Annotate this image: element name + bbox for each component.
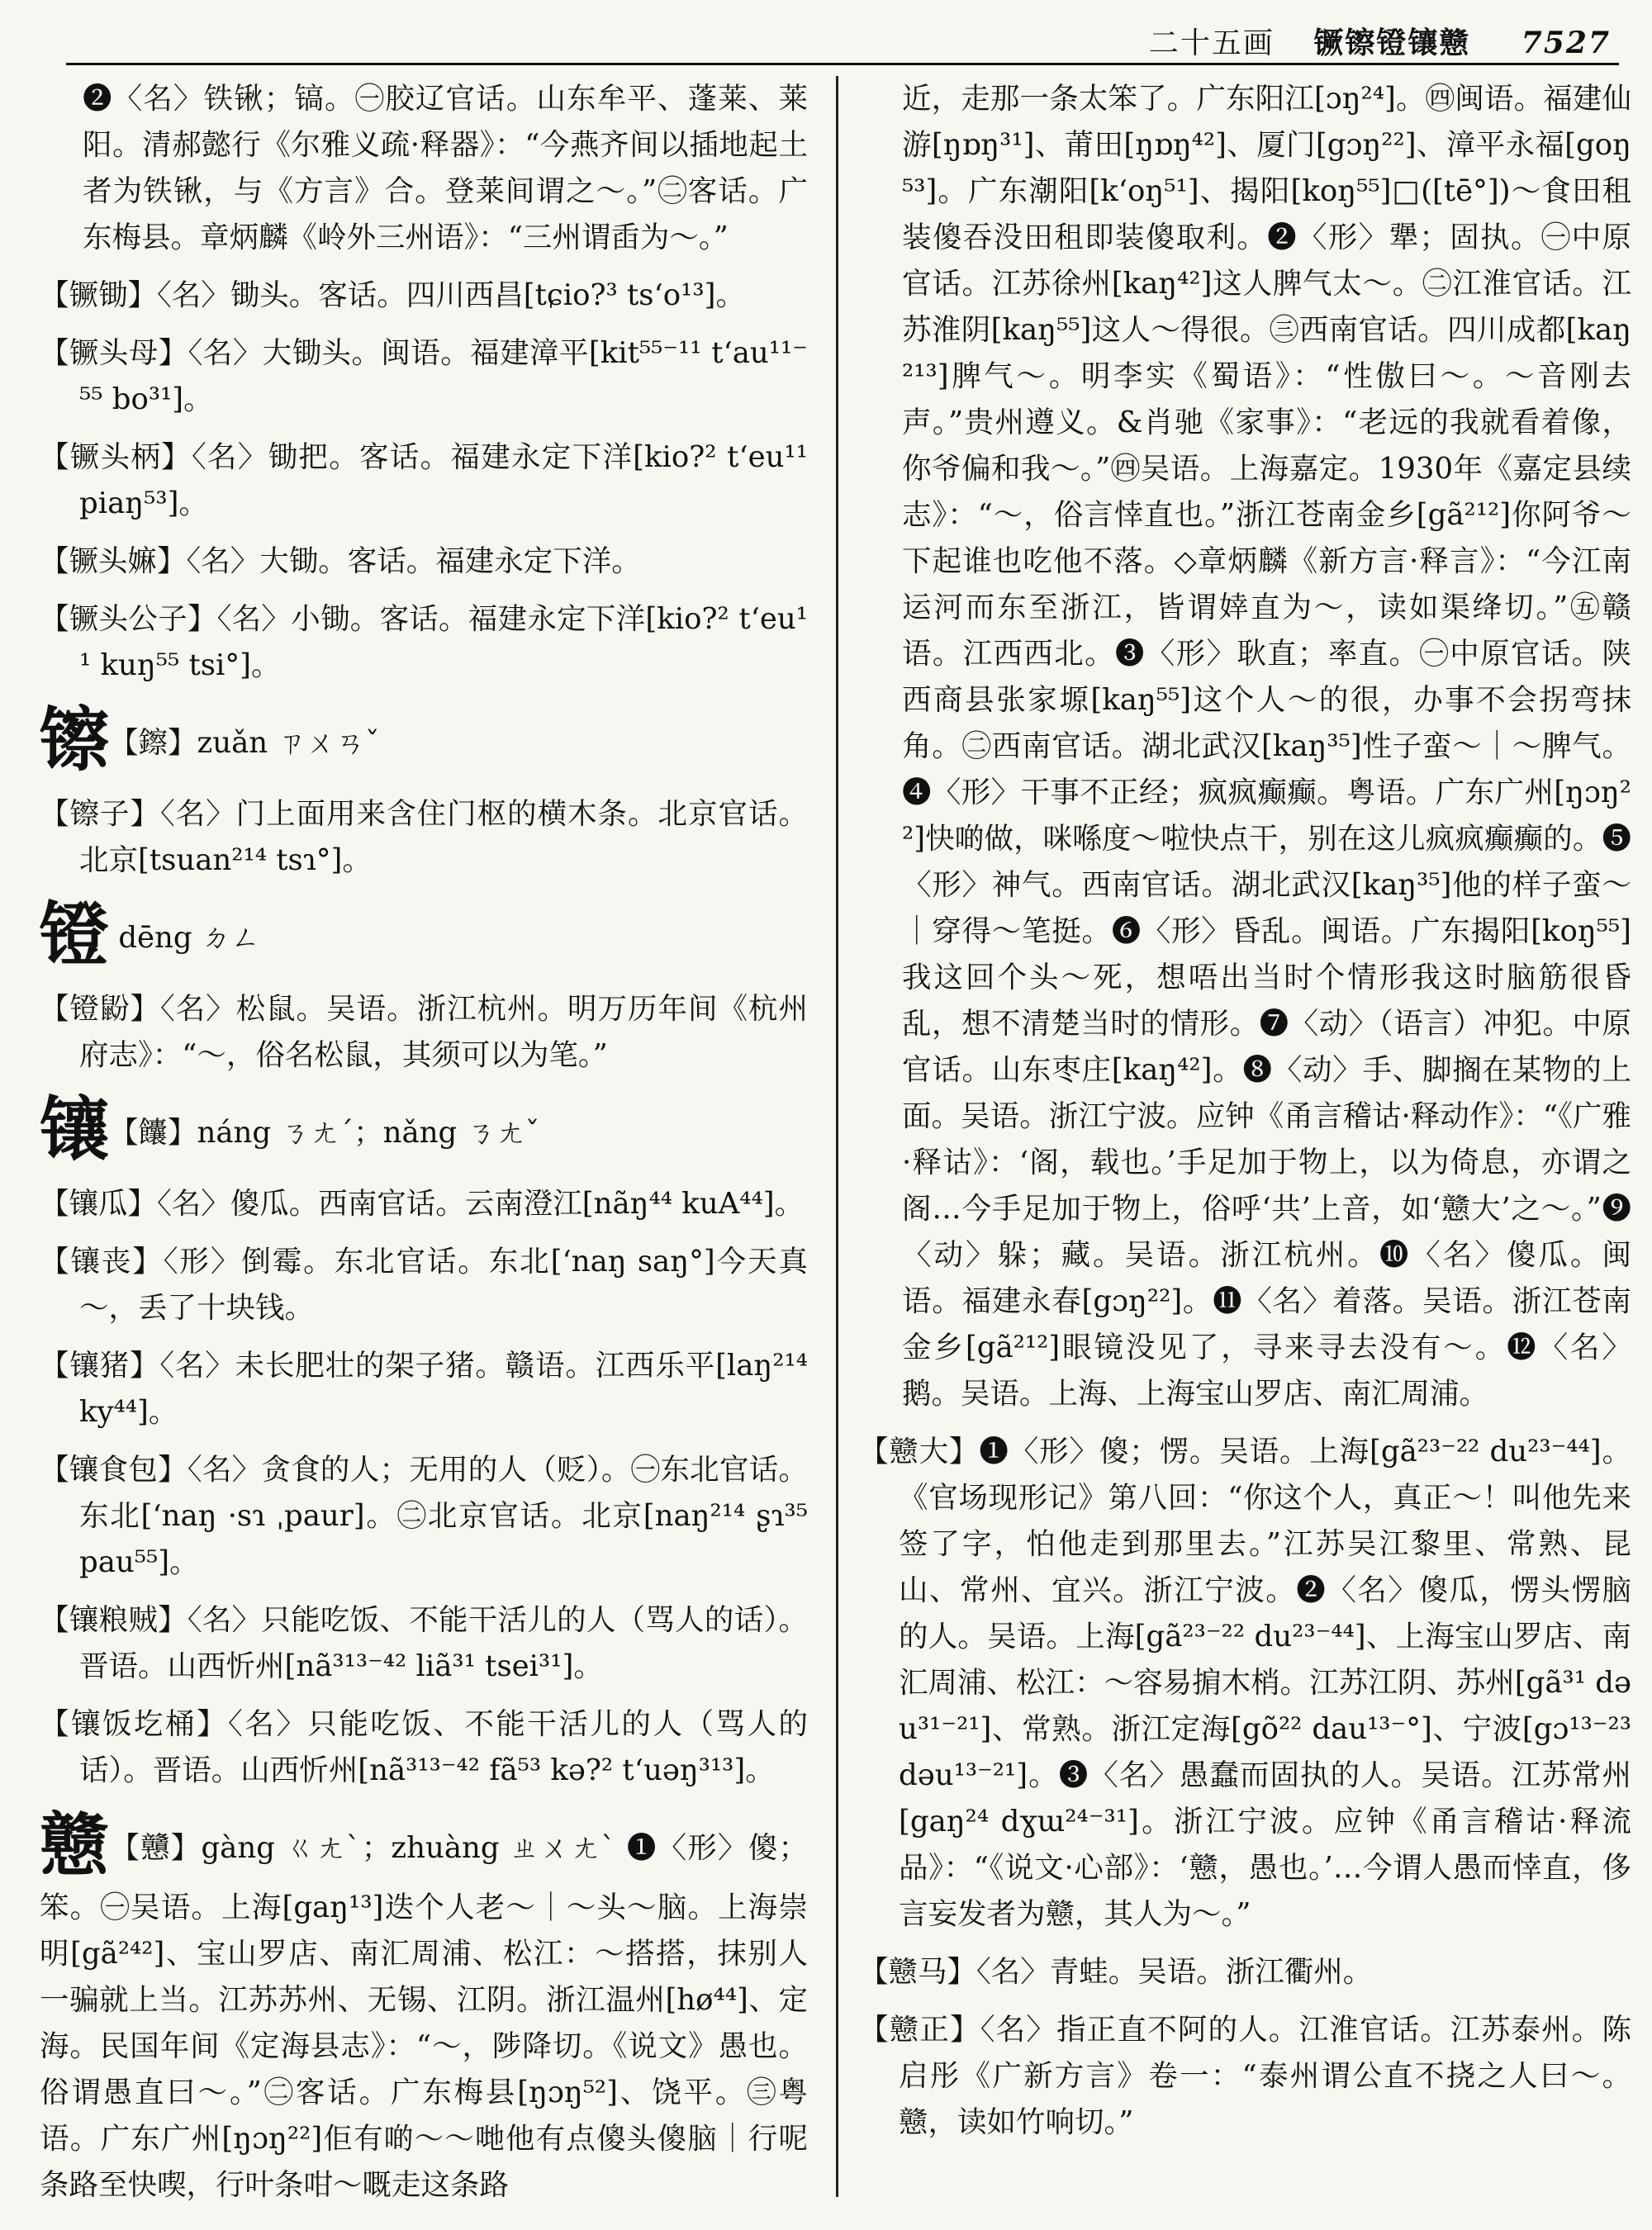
- column-divider: [836, 76, 838, 2197]
- headword-entry: [40, 1090, 808, 1170]
- headword-char: 镲: [40, 699, 110, 780]
- sub-entry: 【镶猪】〈名〉未长肥壮的架子猪。赣语。江西乐平[laŋ²¹⁴ ky⁴⁴]。: [40, 1349, 808, 1429]
- headword-entry: [40, 1805, 808, 2209]
- headword-pronunciation: 【饢】náng ㄋㄤˊ；nǎng ㄋㄤˇ: [109, 1116, 540, 1150]
- sub-entry: 【镶粮贼】〈名〉只能吃饭、不能干活儿的人（骂人的话）。晋语。山西忻州[nã³¹³⁻⁴² liã³¹ tsei³¹]。: [40, 1603, 808, 1683]
- sub-entry: 【镢锄】〈名〉锄头。客话。四川西昌[tɕio?³ ts‘o¹³]。: [40, 278, 745, 312]
- headword-entry: [40, 700, 808, 780]
- head-characters: 镢镲镫镶戆: [1313, 26, 1471, 60]
- right-column: [859, 76, 1631, 2213]
- headword-pronunciation: 【鑔】zuǎn ㄗㄨㄢˇ: [109, 726, 380, 760]
- continued-entry: 近，走那一条太笨了。广东阳江[ɔŋ²⁴]。㊃闽语。福建仙游[ŋɒŋ³¹]、莆田[ŋɒŋ⁴²]、厦门[gɔŋ²²]、漳平永福[goŋ⁵³]。广东潮阳[k‘oŋ⁵¹]、揭阳[koŋ⁵⁵]□([tē°])～食田租装傻吞没田租即装傻取利。❷〈形〉犟；固执。㊀中原官话。江苏徐州[kaŋ⁴²]这人脾气太～。㊁江淮官话。江苏淮阴[kaŋ⁵⁵]这人～得很。㊂西南官话。四川成都[kaŋ²¹³]脾气～。明李实《蜀语》：“性傲曰～。～音刚去声。”贵州遵义。&肖驰《家事》：“老远的我就看着像，你爷偏和我～。”㊃吴语。上海嘉定。1930年《嘉定县续志》：“～，俗言悻直也。”浙江苍南金乡[gã²¹²]你阿爷～下起谁也吃他不落。◇章炳麟《新方言·释言》：“今江南运河而东至浙江，皆谓婞直为～，读如渠绛切。”㊄赣语。江西西北。❸〈形〉耿直；率直。㊀中原官话。陕西商县张家塬[kaŋ⁵⁵]这个人～的很，办事不会拐弯抹角。㊁西南官话。湖北武汉[kaŋ³⁵]性子蛮～｜～脾气。❹〈形〉干事不正经；疯疯癫癫。粤语。广东广州[ŋɔŋ²²]快啲做，咪喺度～啦快点干，别在这儿疯疯癫癫的。❺〈形〉神气。西南官话。湖北武汉[kaŋ³⁵]他的样子蛮～｜穿得～笔挺。❻〈形〉昏乱。闽语。广东揭阳[koŋ⁵⁵]我这回个头～死，想唔出当时个情形我这时脑筋很昏乱，想不清楚当时的情形。❼〈动〉（语言）冲犯。中原官话。山东枣庄[kaŋ⁴²]。❽〈动〉手、脚搁在某物的上面。吴语。浙江宁波。应钟《甬言稽诂·释动作》：“《广雅·释诂》：‘阁，载也。’手足加于物上，以为倚息，亦谓之阁…今手足加于物上，俗呼‘共’上音，如‘戆大’之～。”❾〈动〉躲；藏。吴语。浙江杭州。❿〈名〉傻瓜。闽语。福建永春[gɔŋ²²]。⓫〈名〉着落。吴语。浙江苍南金乡[gã²¹²]眼镜没见了，寻来寻去没有～。⓬〈名〉鹅。吴语。上海、上海宝山罗店、南汇周浦。: [902, 82, 1631, 1411]
- sub-entry: 【镲子】〈名〉门上面用来含住门枢的横木条。北京官话。北京[tsuan²¹⁴ tsɿ°]。: [40, 797, 808, 877]
- page-header: [66, 12, 1619, 65]
- sense-entry: ❷〈名〉铁锹；镐。㊀胶辽官话。山东牟平、蓬莱、莱阳。清郝懿行《尔雅义疏·释器》：“今燕齐间以插地起土者为铁锹，与《方言》合。登莱间谓之～。”㊁客话。广东梅县。章炳麟《岭外三州语》：“三州谓臿为～。”: [83, 82, 808, 254]
- sub-entry: 【镢头柄】〈名〉锄把。客话。福建永定下洋[kio?² t‘eu¹¹ piaŋ⁵³]。: [40, 440, 808, 520]
- sub-entry: 【戆马】〈名〉青蛙。吴语。浙江衢州。: [859, 1955, 1373, 1989]
- sub-entry: 【镢头公子】〈名〉小锄。客话。福建永定下洋[kio?² t‘eu¹¹ kuŋ⁵⁵ tsi°]。: [40, 602, 808, 682]
- sub-entry: 【戆正】〈名〉指正直不阿的人。江淮官话。江苏泰州。陈启彤《广新方言》卷一：“泰州谓公直不挠之人曰～。戆，读如竹响切。”: [859, 2013, 1631, 2139]
- page-number: 7527: [1521, 26, 1611, 60]
- headword-char: 戆: [40, 1804, 111, 1886]
- left-column: [40, 76, 808, 2213]
- sub-entry: 【镶丧】〈形〉倒霉。东北官话。东北[‘naŋ saŋ°]今天真～，丢了十块钱。: [40, 1245, 808, 1325]
- headword-definition: 【戇】gàng ㄍㄤˋ；zhuàng ㄓㄨㄤˋ ❶〈形〉傻；笨。㊀吴语。上海[gaŋ¹³]迭个人老～｜～头～脑。上海崇明[gã²⁴²]、宝山罗店、南汇周浦、松江：～搭搭，抹别人一骗就上当。江苏苏州、无锡、江阴。浙江温州[hø⁴⁴]、定海。民国年间《定海县志》：“～，陟降切。《说文》愚也。俗谓愚直曰～。”㊁客话。广东梅县[ŋɔŋ⁵²]、饶平。㊂粤语。广东广州[ŋɔŋ²²]佢有啲～～哋他有点傻头傻脑｜行呢条路至快喫，行叶条咁～嘅走这条路: [40, 1831, 808, 2202]
- headword-pronunciation: dēng ㄉㄥ: [118, 921, 260, 955]
- sub-entry: 【镶食包】〈名〉贪食的人；无用的人（贬）。㊀东北官话。东北[‘naŋ ·sɿ ˌpaur]。㊁北京官话。北京[naŋ²¹⁴ ʂɿ³⁵ pau⁵⁵]。: [40, 1453, 808, 1579]
- sub-entry: 【镢头嫲】〈名〉大锄。客话。福建永定下洋。: [40, 544, 641, 578]
- sub-entry: 【镶饭圪桶】〈名〉只能吃饭、不能干活儿的人（骂人的话）。晋语。山西忻州[nã³¹³⁻⁴² fã⁵³ kə?² t‘uəŋ³¹³]。: [40, 1707, 808, 1787]
- sub-entry: 【戆大】❶〈形〉傻；愣。吴语。上海[gã²³⁻²² du²³⁻⁴⁴]。《官场现形记》第八回：“你这个人，真正～！叫他先来签了字，怕他走到那里去。”江苏吴江黎里、常熟、昆山、常州、宜兴。浙江宁波。❷〈名〉傻瓜，愣头愣脑的人。吴语。上海[gã²³⁻²² du²³⁻⁴⁴]、上海宝山罗店、南汇周浦、松江：～容易掮木梢。江苏江阴、苏州[gã³¹ dəu³¹⁻²¹]、常熟。浙江定海[gõ²² dau¹³⁻°]、宁波[gɔ¹³⁻²³ dəu¹³⁻²¹]。❸〈名〉愚蠢而固执的人。吴语。江苏常州[gaŋ²⁴ dɣɯ²⁴⁻³¹]。浙江宁波。应钟《甬言稽诂·释流品》：“《说文·心部》：‘戆，愚也。’…今谓人愚而悻直，侈言妄发者为戆，其人为～。”: [859, 1435, 1631, 1931]
- sub-entry: 【镢头母】〈名〉大锄头。闽语。福建漳平[kit⁵⁵⁻¹¹ t‘au¹¹⁻⁵⁵ bo³¹]。: [40, 336, 808, 416]
- sub-entry: 【镫鼢】〈名〉松鼠。吴语。浙江杭州。明万历年间《杭州府志》：“～，俗名松鼠，其须可以为笔。”: [40, 992, 808, 1072]
- headword-char: 镶: [40, 1089, 110, 1170]
- sub-entry: 【镶瓜】〈名〉傻瓜。西南官话。云南澄江[nãŋ⁴⁴ kuA⁴⁴]。: [40, 1187, 805, 1221]
- headword-char: 镫: [40, 894, 110, 975]
- headword-entry: [40, 895, 808, 975]
- running-head: [1149, 20, 1611, 62]
- section-label: 二十五画: [1148, 26, 1275, 60]
